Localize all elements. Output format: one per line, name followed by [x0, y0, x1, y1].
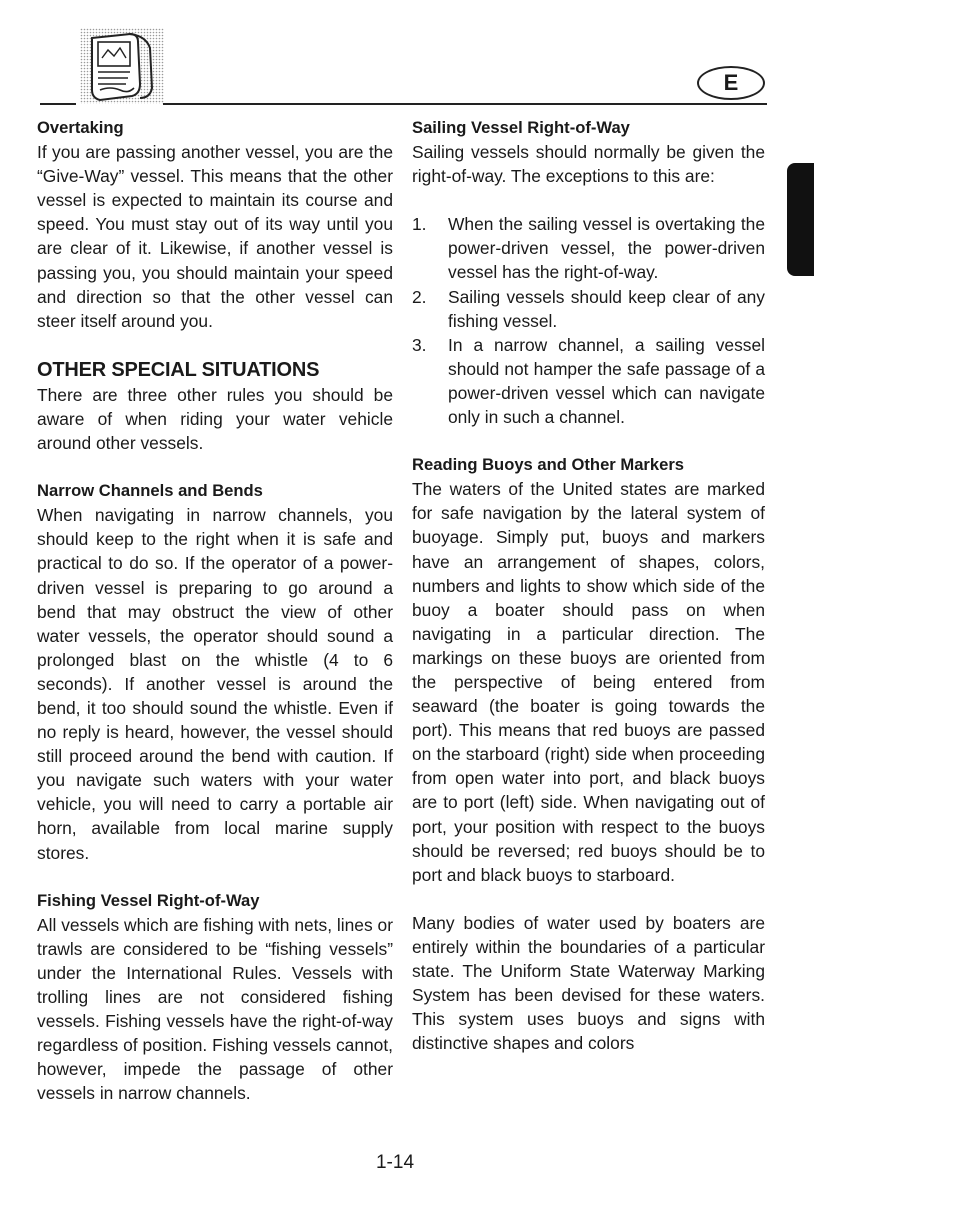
overtaking-heading: Overtaking	[37, 118, 124, 137]
manual-book-icon	[80, 28, 164, 104]
left-column	[37, 116, 393, 1105]
right-column	[412, 116, 765, 1055]
fishing-vessel-heading: Fishing Vessel Right-of-Way	[37, 890, 260, 910]
page-number: 1-14	[375, 1152, 415, 1173]
list-item-number: 1.	[412, 214, 427, 235]
uniform-state-waterway-body: Many bodies of water used by boaters are entirely within the boundaries of a particular state. The Uniform State Waterway Marking System has been devised for these waters. This system uses buoys and signs with distinctive shapes and colors	[412, 912, 765, 1054]
narrow-channels-body: When navigating in narrow channels, you should keep to the right when it is safe and practical to do so. If the operator of a power-driven vessel is preparing to go around a bend that may obstruct the view of other water vessels, the operator should sound a prolonged blast on the whistle (4 to 6 seconds). If another vessel is around the bend, it too should sound the whistle. Even if no reply is heard, however, the vessel should still proceed around the bend with caution. If you navigate such waters with your water vehicle, you will need to carry a portable air horn, available from local marine supply stores.	[37, 505, 393, 863]
list-item-text: Sailing vessels should keep clear of any fishing vessel.	[448, 286, 765, 331]
narrow-channels-heading: Narrow Channels and Bends	[37, 481, 263, 501]
list-item-number: 3.	[412, 334, 427, 355]
overtaking-body: If you are passing another vessel, you are the “Give-Way” vessel. This means that the other vessel is expected to maintain its course and speed. You must stay out of its way until you are clear of it. Likewise, if another vessel is passing you, you should maintain your speed and direction so that the other vessel can steer itself around you.	[37, 142, 393, 331]
other-special-situations-heading: OTHER SPECIAL SITUATIONS	[37, 358, 320, 381]
reading-buoys-body: The waters of the United states are marked for safe navigation by the lateral system of buoyage. Simply put, buoys and markers have an arrangement of shapes, colors, numbers and lights to show which side of the buoy a boater should pass on when navigating in a particular direction. The markings on these buoys are oriented from the perspective of being entered from seaward (the boater is going towards the port). This means that red buoys are passed on the starboard (right) side when proceeding from open water into port, and black buoys are to port (left) side. When navigating out of port, your position with respect to the buoys should be reversed; red buoys should be to port and black buoys to starboard.	[412, 479, 765, 885]
other-special-situations-body: There are three other rules you should be aware of when riding your water vehicle around other vessels.	[37, 384, 393, 454]
header-rule-left	[40, 103, 76, 105]
sailing-vessel-heading: Sailing Vessel Right-of-Way	[412, 118, 630, 137]
list-item	[412, 333, 765, 429]
chapter-tab-marker	[787, 163, 814, 276]
reading-buoys-heading: Reading Buoys and Other Markers	[412, 455, 685, 475]
list-item-number: 2.	[412, 286, 427, 307]
list-item-text: In a narrow channel, a sailing vessel should not hamper the safe passage of a power-driven vessel which can navigate only in such a channel.	[448, 334, 765, 428]
sailing-vessel-body: Sailing vessels should normally be given the right-of-way. The exceptions to this are:	[412, 142, 765, 187]
list-item	[412, 212, 765, 284]
fishing-vessel-body: All vessels which are fishing with nets, lines or trawls are considered to be “fishing vessels” under the International Rules. Vessels with trolling lines are not considered fishing vessels. Fishing vessels have the right-of-way regardless of position. Fishing vessels cannot, however, impede the passage of other vessels in narrow channels.	[37, 914, 393, 1104]
header-rule	[163, 103, 767, 105]
list-item	[412, 285, 765, 333]
language-badge: E	[697, 66, 765, 100]
list-item-text: When the sailing vessel is overtaking the power-driven vessel, the power-driven vessel has the right-of-way.	[448, 214, 765, 283]
sailing-exceptions-list	[412, 212, 765, 429]
